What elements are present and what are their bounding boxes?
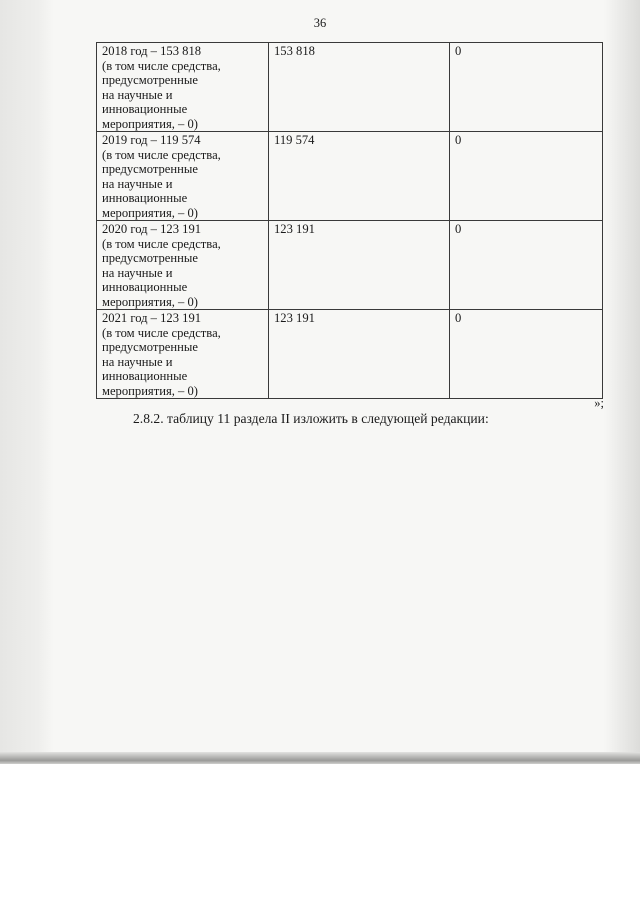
- cell-text-line: (в том числе средства,: [102, 236, 221, 251]
- year-description-cell: [97, 132, 269, 221]
- cell-text-line: мероприятия, – 0): [102, 116, 198, 131]
- zero-amount-cell: 0: [450, 43, 603, 132]
- scan-bottom-edge: [0, 752, 640, 764]
- table-row: [97, 221, 603, 310]
- cell-text-line: мероприятия, – 0): [102, 294, 198, 309]
- amendment-paragraph: 2.8.2. таблицу 11 раздела II изложить в следующей редакции:: [133, 411, 489, 426]
- cell-text-line: инновационные: [102, 102, 188, 116]
- cell-text-line: на научные и: [102, 176, 173, 191]
- cell-text-line: предусмотренные: [102, 73, 198, 87]
- cell-text-line: инновационные: [102, 280, 188, 294]
- cell-text-line: предусмотренные: [102, 340, 198, 354]
- amount-cell: 123 191: [269, 310, 450, 399]
- amount-cell: 123 191: [269, 221, 450, 310]
- scan-shadow-left: [0, 0, 54, 762]
- cell-text-line: предусмотренные: [102, 251, 198, 265]
- amount-cell: 119 574: [269, 132, 450, 221]
- zero-amount-cell: 0: [450, 132, 603, 221]
- amount-cell: 153 818: [269, 43, 450, 132]
- zero-amount-cell: 0: [450, 221, 603, 310]
- page-number: 36: [313, 16, 327, 30]
- cell-text-line: мероприятия, – 0): [102, 383, 198, 398]
- table-row: [97, 43, 603, 132]
- cell-text-line: 2019 год – 119 574: [102, 133, 201, 147]
- zero-amount-cell: 0: [450, 310, 603, 399]
- cell-text-line: 2018 год – 153 818: [102, 44, 202, 58]
- budget-table: [96, 42, 603, 399]
- cell-text-line: мероприятия, – 0): [102, 205, 198, 220]
- closing-quote-mark: »;: [594, 396, 604, 410]
- scan-shadow-right: [604, 0, 640, 762]
- cell-text-line: на научные и: [102, 265, 173, 280]
- year-description-cell: [97, 221, 269, 310]
- year-description-cell: [97, 310, 269, 399]
- cell-text-line: (в том числе средства,: [102, 58, 221, 73]
- table-row: [97, 310, 603, 399]
- cell-text-line: инновационные: [102, 369, 188, 383]
- cell-text-line: 2021 год – 123 191: [102, 311, 202, 325]
- year-description-cell: [97, 43, 269, 132]
- cell-text-line: (в том числе средства,: [102, 147, 221, 162]
- cell-text-line: предусмотренные: [102, 162, 198, 176]
- cell-text-line: на научные и: [102, 87, 173, 102]
- cell-text-line: инновационные: [102, 191, 188, 205]
- cell-text-line: 2020 год – 123 191: [102, 222, 202, 236]
- cell-text-line: на научные и: [102, 354, 173, 369]
- table-row: [97, 132, 603, 221]
- cell-text-line: (в том числе средства,: [102, 325, 221, 340]
